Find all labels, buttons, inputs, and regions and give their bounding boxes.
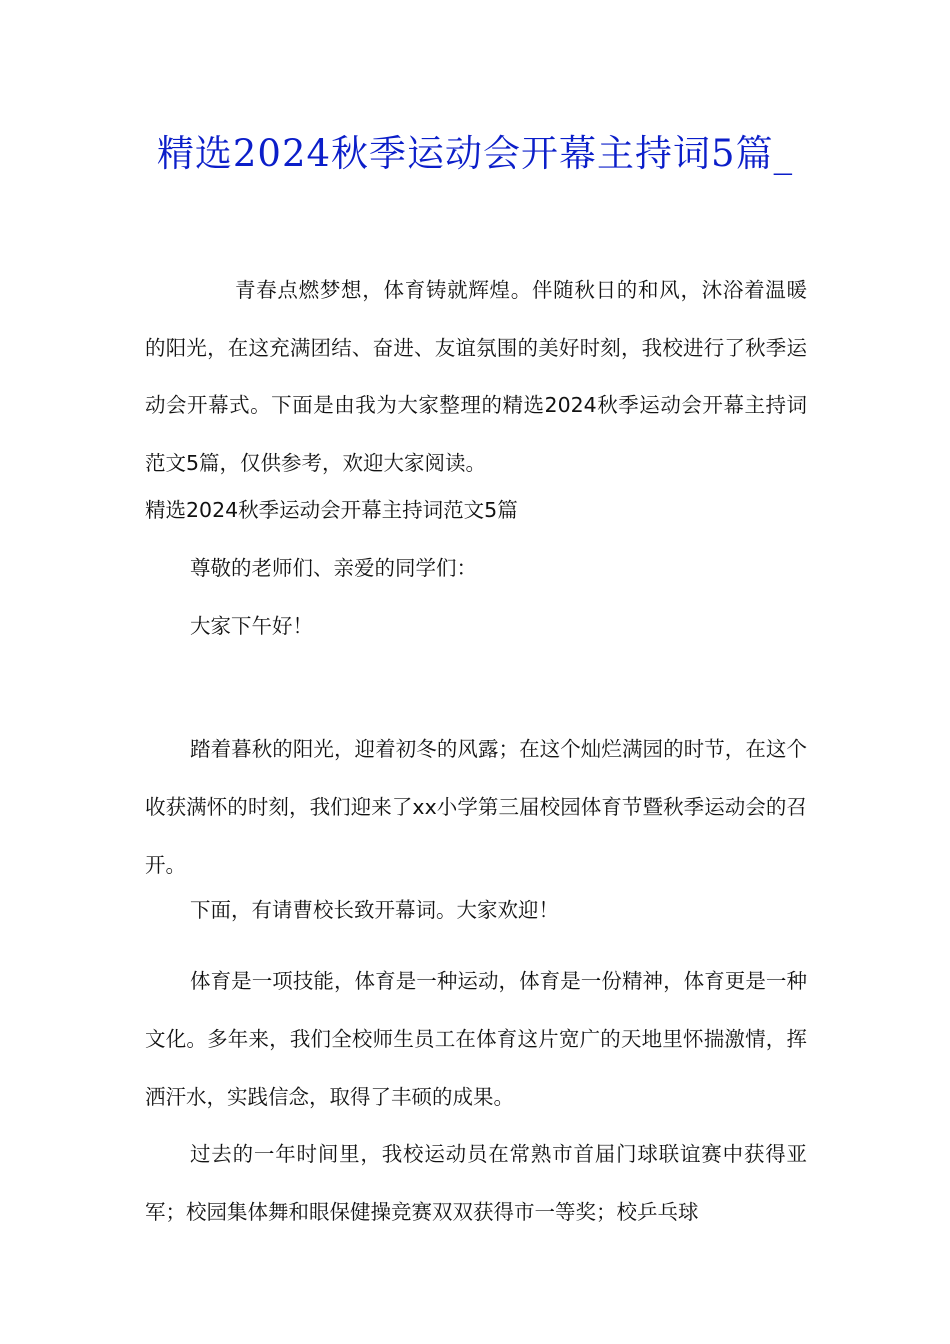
past-year-paragraph: 过去的一年时间里，我校运动员在常熟市首届门球联谊赛中获得亚军；校园集体舞和眼保健操竞赛双双获得市一等奖；校乒乓球: [145, 1142, 807, 1224]
hello-line: 大家下午好！: [190, 614, 313, 638]
sport-paragraph: 体育是一项技能，体育是一种运动，体育是一份精神，体育更是一种文化。多年来，我们全校师生员工在体育这片宽广的天地里怀揣激情，挥洒汗水，实践信念，取得了丰硕的成果。: [145, 969, 807, 1109]
section-heading: 精选2024秋季运动会开幕主持词范文5篇: [145, 498, 518, 522]
opening-paragraph: 踏着暮秋的阳光，迎着初冬的风露；在这个灿烂满园的时节，在这个收获满怀的时刻，我们迎来了xx小学第三届校园体育节暨秋季运动会的召开。: [145, 737, 807, 877]
intro-paragraph: 青春点燃梦想，体育铸就辉煌。伴随秋日的和风，沐浴着温暖的阳光，在这充满团结、奋进、友谊氛围的美好时刻，我校进行了秋季运动会开幕式。下面是由我为大家整理的精选2024秋季运动会开幕主持词范文5篇，仅供参考，欢迎大家阅读。: [145, 278, 807, 475]
document-title: 精选2024秋季运动会开幕主持词5篇_: [156, 132, 794, 175]
greeting-line: 尊敬的老师们、亲爱的同学们：: [190, 556, 477, 580]
invite-paragraph: 下面，有请曹校长致开幕词。大家欢迎！: [190, 898, 559, 922]
